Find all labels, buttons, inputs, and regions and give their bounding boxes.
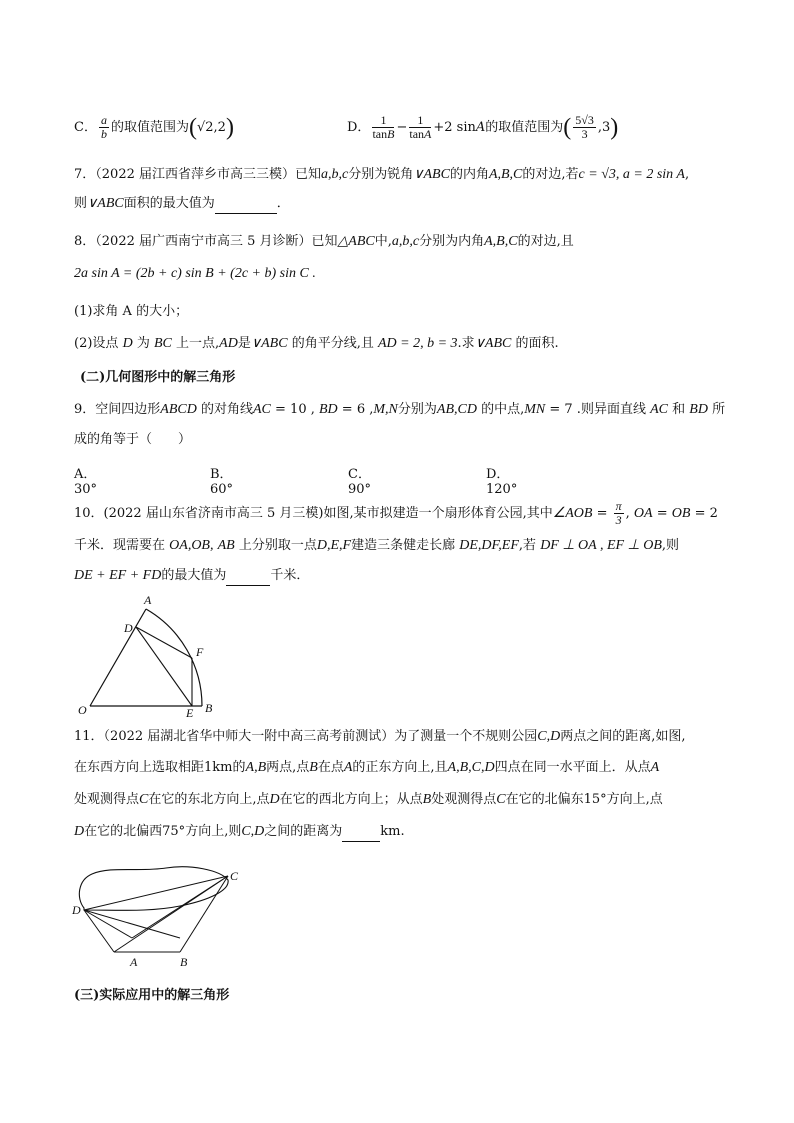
q8-line1: 8．（2022 届广西南宁市高三 5 月诊断）已知△ABC中,a,b,c分别为内角A,B,C的对边,且 — [74, 234, 574, 249]
line-DA — [84, 910, 132, 938]
park-figure — [70, 860, 250, 972]
q9-option-b: B．60° — [210, 467, 234, 497]
label-F: F — [196, 645, 204, 659]
section-heading-2: (二)几何图形中的解三角形 — [80, 370, 236, 385]
line-DB — [84, 910, 180, 938]
line-BC — [180, 876, 228, 952]
q6-option-d: D． $\frac{1}{\tan B}$ − $\frac{1}{\tan A}$ +2 sinA的取值范围为( $\frac{5√3}{3}$ ,3) — [347, 113, 619, 141]
answer-blank — [226, 571, 270, 586]
line-DF — [136, 627, 192, 658]
line-inner — [132, 876, 228, 938]
q10-line2: 千米．现需要在 OA,OB, AB 上分别取一点D,E,F建造三条健走长廊 DE,DF,EF,若 DF ⊥ OA , EF ⊥ OB,则 — [74, 538, 680, 553]
section-heading-3: (三)实际应用中的解三角形 — [74, 988, 230, 1003]
q7-line1: 7．（2022 届江西省萍乡市高三三模）已知a,b,c分别为锐角∨ABC的内角A,B,C的对边,若c = √3, a = 2 sin A, — [74, 167, 690, 182]
q8-part1: (1)求角 A 的大小； — [74, 304, 189, 319]
arc-AB — [146, 609, 202, 706]
label-O: O — [78, 703, 87, 717]
q11-line3: 处观测得点C在它的东北方向上,点D在它的西北方向上；从点B处观测得点C在它的北偏东15°方向上,点 — [74, 792, 663, 807]
q9-option-a: A．30° — [74, 467, 98, 497]
line-D-bottom — [84, 910, 114, 952]
label-C: C — [230, 869, 239, 883]
line-DC — [84, 876, 228, 910]
label-E: E — [186, 706, 194, 718]
park-boundary — [79, 867, 228, 911]
sector-figure — [74, 588, 234, 718]
q9-option-d: D．120° — [486, 467, 518, 497]
line-DE — [136, 627, 192, 706]
line-OA — [90, 609, 146, 706]
label-B: B — [180, 955, 188, 969]
label-A: A — [130, 955, 138, 969]
q8-part2: (2)设点 D 为 BC 上一点,AD是∨ABC 的角平分线,且 AD = 2, b = 3.求∨ABC 的面积. — [74, 336, 559, 351]
q10-line1: 10．(2022 届山东省济南市高三 5 月三模)如图,某市拟建造一个扇形体育公园,其中∠AOB = $\frac{\pi}{3}$ , OA = OB = 2 — [74, 499, 718, 527]
label-B: B — [205, 701, 213, 715]
q10-line3: DE + EF + FD的最大值为 千米． — [74, 566, 309, 586]
q9-line2: 成的角等于（ ） — [74, 432, 192, 447]
q11-line4: D在它的北偏西75°方向上,则C,D之间的距离为 km. — [74, 822, 405, 842]
label-D: D — [124, 621, 133, 635]
answer-blank — [342, 827, 380, 842]
q11-line1: 11．（2022 届湖北省华中师大一附中高三高考前测试）为了测量一个不规则公园C,D两点之间的距离,如图, — [74, 729, 686, 744]
q9-line1: 9．空间四边形ABCD 的对角线AC = 10 , BD = 6 ,M,N分别为AB,CD 的中点,MN = 7 .则异面直线 AC 和 BD 所 — [74, 402, 726, 417]
q9-option-c: C．90° — [348, 467, 372, 497]
q7-line2: 则∨ABC面积的最大值为 ． — [74, 194, 290, 214]
answer-blank — [215, 199, 277, 214]
q6-option-c: C． $\frac{a}{b}$ 的取值范围为(√2,2) — [74, 113, 234, 141]
label-A: A — [144, 593, 152, 607]
q8-equation: 2a sin A = (2b + c) sin B + (2c + b) sin C . — [74, 266, 316, 281]
q11-line2: 在东西方向上选取相距1km的A,B两点,点B在点A的正东方向上,且A,B,C,D四点在同一水平面上．从点A — [74, 760, 660, 775]
label-D: D — [72, 903, 81, 917]
